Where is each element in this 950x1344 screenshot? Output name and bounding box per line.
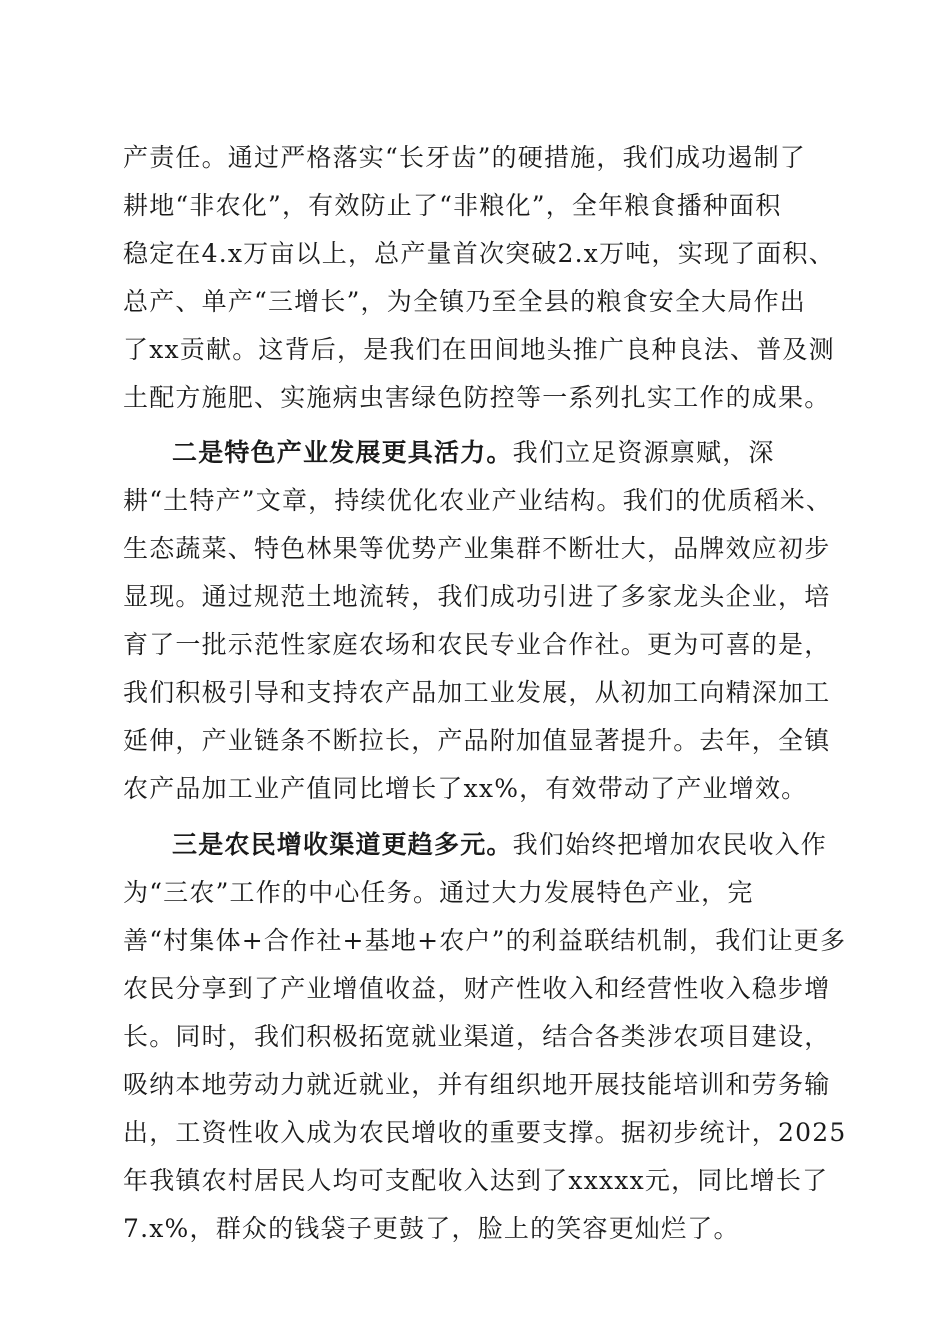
body-line: 农民分享到了产业增值收益，财产性收入和经营性收入稳步增 (123, 974, 831, 1003)
body-line: 为“三农”工作的中心任务。通过大力发展特色产业，完 (123, 878, 754, 907)
body-line: 耕地“非农化”，有效防止了“非粮化”，全年粮食播种面积 (123, 191, 782, 220)
body-line: 出，工资性收入成为农民增收的重要支撑。据初步统计，2025 (123, 1118, 847, 1147)
body-line: 育了一批示范性家庭农场和农民专业合作社。更为可喜的是， (123, 630, 831, 659)
body-line: 长。同时，我们积极拓宽就业渠道，结合各类涉农项目建设， (123, 1022, 831, 1051)
section-2-first-line (172, 430, 843, 476)
section-3-heading: 三是农民增收渠道更趋多元。 (172, 830, 513, 859)
body-line: 显现。通过规范土地流转，我们成功引进了多家龙头企业，培 (123, 582, 831, 611)
body-line: 延伸，产业链条不断拉长，产品附加值显著提升。去年，全镇 (123, 726, 831, 755)
body-line: 农产品加工业产值同比增长了xx%，有效带动了产业增效。 (123, 774, 808, 803)
body-line: 耕“土特产”文章，持续优化农业产业结构。我们的优质稻米、 (123, 486, 833, 515)
body-line: 总产、单产“三增长”，为全镇乃至全县的粮食安全大局作出 (123, 287, 806, 316)
body-line: 我们积极引导和支持农产品加工业发展，从初加工向精深加工 (123, 678, 831, 707)
body-line: 土配方施肥、实施病虫害绿色防控等一系列扎实工作的成果。 (123, 383, 831, 412)
section-2-first-line-text: 我们立足资源禀赋，深 (512, 438, 775, 467)
body-line: 了xx贡献。这背后，是我们在田间地头推广良种良法、普及测 (123, 335, 835, 364)
body-line: 7.x%，群众的钱袋子更鼓了，脸上的笑容更灿烂了。 (123, 1214, 740, 1243)
body-line: 善“村集体+合作社+基地+农户”的利益联结机制，我们让更多 (123, 926, 847, 955)
body-line: 吸纳本地劳动力就近就业，并有组织地开展技能培训和劳务输 (123, 1070, 831, 1099)
section-2-heading: 二是特色产业发展更具活力。 (172, 438, 513, 467)
body-line: 生态蔬菜、特色林果等优势产业集群不断壮大，品牌效应初步 (123, 534, 831, 563)
body-line: 产责任。通过严格落实“长牙齿”的硬措施，我们成功遏制了 (123, 143, 806, 172)
section-3-first-line (172, 822, 843, 868)
body-line: 年我镇农村居民人均可支配收入达到了xxxxx元，同比增长了 (123, 1166, 829, 1195)
body-line: 稳定在4.x万亩以上，总产量首次突破2.x万吨，实现了面积、 (123, 239, 835, 268)
section-3-first-line-text: 我们始终把增加农民收入作 (512, 830, 828, 859)
